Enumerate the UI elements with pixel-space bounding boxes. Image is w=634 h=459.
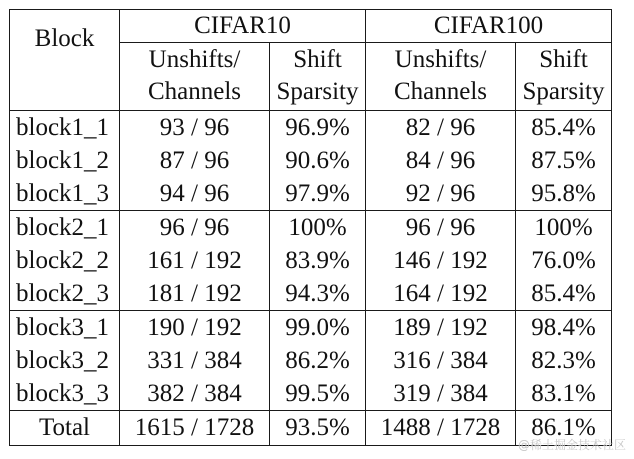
table-row bbox=[10, 377, 612, 411]
table-row bbox=[10, 311, 612, 345]
cifar10-sparsity: 90.6% bbox=[270, 144, 366, 177]
cifar10-unshifts: 190 / 192 bbox=[120, 311, 270, 345]
cifar100-unshifts: 316 / 384 bbox=[366, 344, 516, 377]
header-line: Channels bbox=[393, 78, 488, 105]
cifar100-sparsity: 98.4% bbox=[516, 311, 612, 345]
block-name: block3_3 bbox=[10, 377, 120, 411]
cifar100-sparsity: 100% bbox=[516, 211, 612, 245]
cifar10-unshifts: 93 / 96 bbox=[120, 111, 270, 145]
table-row bbox=[10, 244, 612, 277]
cifar10-unshifts-total: 1615 / 1728 bbox=[120, 411, 270, 446]
header-line: Channels bbox=[147, 78, 242, 105]
header-cifar10-unshifts bbox=[120, 43, 270, 111]
header-line: Unshifts/ bbox=[148, 46, 241, 73]
block-name: block3_2 bbox=[10, 344, 120, 377]
cifar10-unshifts: 181 / 192 bbox=[120, 277, 270, 311]
cifar10-sparsity: 97.9% bbox=[270, 177, 366, 211]
block-name: block2_2 bbox=[10, 244, 120, 277]
cifar10-unshifts: 96 / 96 bbox=[120, 211, 270, 245]
header-line: Unshifts/ bbox=[394, 46, 487, 73]
shift-sparsity-table bbox=[9, 9, 612, 446]
cifar10-unshifts: 87 / 96 bbox=[120, 144, 270, 177]
cifar100-sparsity-total: 86.1% bbox=[516, 411, 612, 446]
header-cifar100-sparsity bbox=[516, 43, 612, 111]
cifar100-unshifts: 96 / 96 bbox=[366, 211, 516, 245]
header-cifar100-unshifts bbox=[366, 43, 516, 111]
header-cifar100: CIFAR100 bbox=[366, 10, 612, 43]
cifar100-sparsity: 83.1% bbox=[516, 377, 612, 411]
block-name: block3_1 bbox=[10, 311, 120, 345]
cifar10-unshifts: 161 / 192 bbox=[120, 244, 270, 277]
cifar10-sparsity: 94.3% bbox=[270, 277, 366, 311]
table-row bbox=[10, 277, 612, 311]
header-cifar10-sparsity bbox=[270, 43, 366, 111]
cifar100-unshifts-total: 1488 / 1728 bbox=[366, 411, 516, 446]
table-header bbox=[10, 10, 612, 111]
cifar10-sparsity: 86.2% bbox=[270, 344, 366, 377]
cifar10-sparsity-total: 93.5% bbox=[270, 411, 366, 446]
cifar10-sparsity: 99.5% bbox=[270, 377, 366, 411]
header-line: Sparsity bbox=[276, 78, 359, 105]
cifar10-unshifts: 94 / 96 bbox=[120, 177, 270, 211]
cifar100-sparsity: 87.5% bbox=[516, 144, 612, 177]
cifar100-unshifts: 189 / 192 bbox=[366, 311, 516, 345]
watermark: @稀土掘金技术社区 bbox=[517, 438, 626, 452]
cifar10-sparsity: 100% bbox=[270, 211, 366, 245]
cifar100-sparsity: 82.3% bbox=[516, 344, 612, 377]
header-line: Shift bbox=[293, 46, 342, 73]
cifar100-unshifts: 82 / 96 bbox=[366, 111, 516, 145]
table-row bbox=[10, 144, 612, 177]
header-cifar10: CIFAR10 bbox=[120, 10, 366, 43]
cifar100-unshifts: 146 / 192 bbox=[366, 244, 516, 277]
header-block: Block bbox=[10, 10, 120, 111]
block-name: block2_3 bbox=[10, 277, 120, 311]
cifar10-unshifts: 331 / 384 bbox=[120, 344, 270, 377]
table-body bbox=[10, 111, 612, 446]
cifar100-unshifts: 164 / 192 bbox=[366, 277, 516, 311]
table-row bbox=[10, 177, 612, 211]
results-table-container bbox=[9, 9, 612, 446]
header-line: Sparsity bbox=[522, 78, 605, 105]
cifar100-sparsity: 76.0% bbox=[516, 244, 612, 277]
cifar10-sparsity: 83.9% bbox=[270, 244, 366, 277]
block-name: block2_1 bbox=[10, 211, 120, 245]
total-label: Total bbox=[10, 411, 120, 446]
cifar100-unshifts: 319 / 384 bbox=[366, 377, 516, 411]
cifar10-sparsity: 99.0% bbox=[270, 311, 366, 345]
table-row bbox=[10, 344, 612, 377]
cifar10-unshifts: 382 / 384 bbox=[120, 377, 270, 411]
table-row bbox=[10, 111, 612, 145]
header-line: Shift bbox=[539, 46, 588, 73]
block-name: block1_1 bbox=[10, 111, 120, 145]
block-name: block1_2 bbox=[10, 144, 120, 177]
table-row bbox=[10, 211, 612, 245]
cifar100-sparsity: 85.4% bbox=[516, 277, 612, 311]
cifar100-sparsity: 85.4% bbox=[516, 111, 612, 145]
cifar10-sparsity: 96.9% bbox=[270, 111, 366, 145]
cifar100-unshifts: 84 / 96 bbox=[366, 144, 516, 177]
block-name: block1_3 bbox=[10, 177, 120, 211]
cifar100-unshifts: 92 / 96 bbox=[366, 177, 516, 211]
cifar100-sparsity: 95.8% bbox=[516, 177, 612, 211]
